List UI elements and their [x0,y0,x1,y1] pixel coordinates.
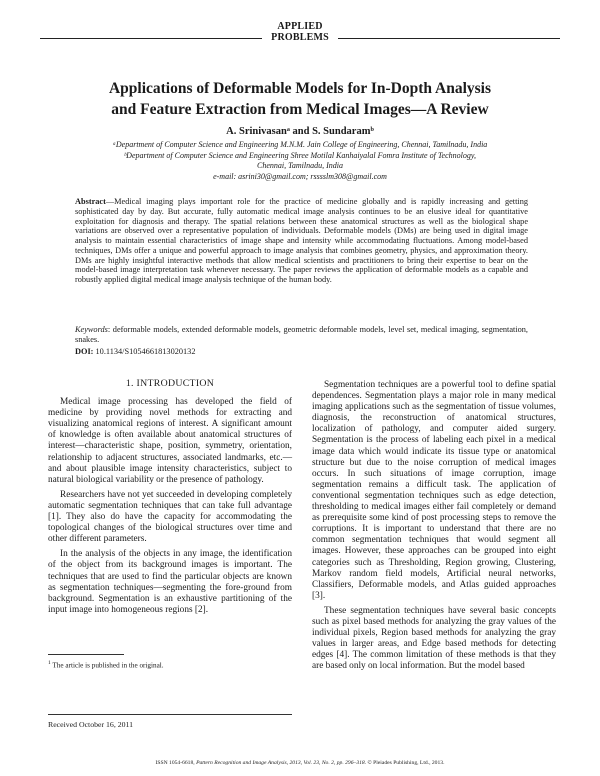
section-label [262,21,338,43]
paper-title [40,78,560,120]
doi [75,347,195,357]
abstract-text: —Medical imaging plays important role for the practice of medicine globally and is rapidly increasing and getting sophisticated day by day. But accurate, fully automatic medical image analysis continues to be an elusive ideal for quantitative exploitation for diagnosis and therapy. The spatial relations between these anatomical structures as well as the biological shape variations are observed over a representative population of individuals. Deformable models (DMs) are being used in digital image analysis to maintain essential characteristics of image shape and intensity while accommodating fluctuations. Among model-based techniques, DMs offer a unique and powerful approach to image analysis that combines geometry, physics, and approximation theory. DMs are highly insightful interactive methods that allow medical scientists and practitioners to bring their expertise to bear on the model-based image interpretation task whenever necessary. The paper reviews the application of deformable models as a capable and robustly applied digital medical image analysis technique of the human body. [75,197,528,284]
abstract [75,197,528,285]
authors: A. Srinivasanᵃ and S. Sundaramᵇ [226,126,374,137]
keywords-text: : deformable models, extended deformable models, geometric deformable models, level set, medical imaging, segmentation, snakes. [75,325,528,344]
title-line1: Applications of Deformable Models for In-Dopth Analysis [108,80,492,97]
received-rule [48,714,292,715]
intro-paragraph-4: Segmentation techniques are a powerful tool to define spatial dependences. Segmentation plays a major role in many medical imaging applications such as the segmentation of tissue volumes, diagnosis, the reconstruction of anatomical structures, localization of pathology, and computer aided surgery. Segmentation is the process of labeling each pixel in a medical image data which would indicate its tissue type or anatomical structure but due to the noise corruption of medical images occurs. In such situations of image corruption, image segmentation remains a difficult task. The application of conventional segmentation techniques such as edge detection, thresholding to medical images either fail completely or demand as prerequisite some kind of post processing steps to remove the corruptions. It is important to understand that there are no common segmentation techniques that would segment all images. However, these approaches can be grouped into eight categories such as Thresholding, Region growing, Clustering, Markov random field models, Artificial neural networks, Classifiers, Deformable models, and Atlas guided approaches [3]. [312,380,556,601]
keywords [75,325,528,345]
footnote-text: The article is published in the original. [52,661,164,670]
affiliations [40,140,560,182]
footer-issn: ISSN 1054-6618, [155,760,197,766]
affiliation-b-line1: ᵇDepartment of Computer Science and Engineering Shree Motilal Kanhaiyalal Fomra Institute of Technology, [124,150,476,160]
abstract-label: Abstract [75,197,106,206]
intro-paragraph-1: Medical image processing has developed the field of medicine by providing novel methods for extracting and visualizing anatomical regions of interest. A significant amount of knowledge is often available about anatomical structures of interest—characteristic shape, position, symmetry, orientation, relationship to adjacent structures, associated landmarks, etc.—and about plausible image intensity characteristics, subject to natural biological variability or the presence of pathology. [48,397,292,485]
intro-paragraph-2: Researchers have not yet succeeded in developing completely automatic segmentation techniques that can take full advantage [1]. They also do have the capacity for accommodating the topological changes of the biological structures over time and other different parameters. [48,489,292,545]
intro-paragraph-5: These segmentation techniques have several basic concepts such as pixel based methods for analyzing the gray values of the individual pixels, Region based methods for analyzing the gray values in larger areas, and Edge based methods for detecting edges [4]. The common limitation of these methods is that they are based only on local information. But the model based [312,605,556,672]
footnote-mark: 1 [48,660,51,666]
right-column [312,380,556,676]
footnote-rule [48,654,124,655]
footer-publisher: © Pleiades Publishing, Ltd., 2013. [366,760,445,766]
received-date: Received October 16, 2011 [48,720,134,729]
section-label-line1: APPLIED [277,21,323,32]
footnote [48,659,292,670]
left-column [48,378,292,620]
keywords-label: Keywords [75,325,108,334]
doi-value: 10.1134/S1054661813020132 [95,347,196,356]
doi-label: DOI: [75,347,94,356]
introduction-heading: 1. INTRODUCTION [125,378,215,389]
author-emails: e-mail: asrini30@gmail.com; rsssslm308@gmail.com [213,171,387,181]
journal-footer [40,760,560,767]
intro-paragraph-3: In the analysis of the objects in any image, the identification of the object from its background images is important. The techniques that are used to find the particular objects are known as segmentation techniques—segmenting the fore-ground from background. Segmentation is an exhaustive partitioning of the input image into homogeneous regions [2]. [48,549,292,615]
affiliation-a: ᵃDepartment of Computer Science and Engineering M.N.M. Jain College of Engineering, Chennai, Tamilnadu, India [112,140,488,149]
title-line2: and Feature Extraction from Medical Images—A Review [111,101,489,118]
section-label-line2: PROBLEMS [271,32,329,43]
affiliation-b-line2: Chennai, Tamilnadu, India [257,161,343,170]
footer-journal: Pattern Recognition and Image Analysis, 2013, Vol. 23, No. 2, pp. 296–318. [196,760,367,766]
